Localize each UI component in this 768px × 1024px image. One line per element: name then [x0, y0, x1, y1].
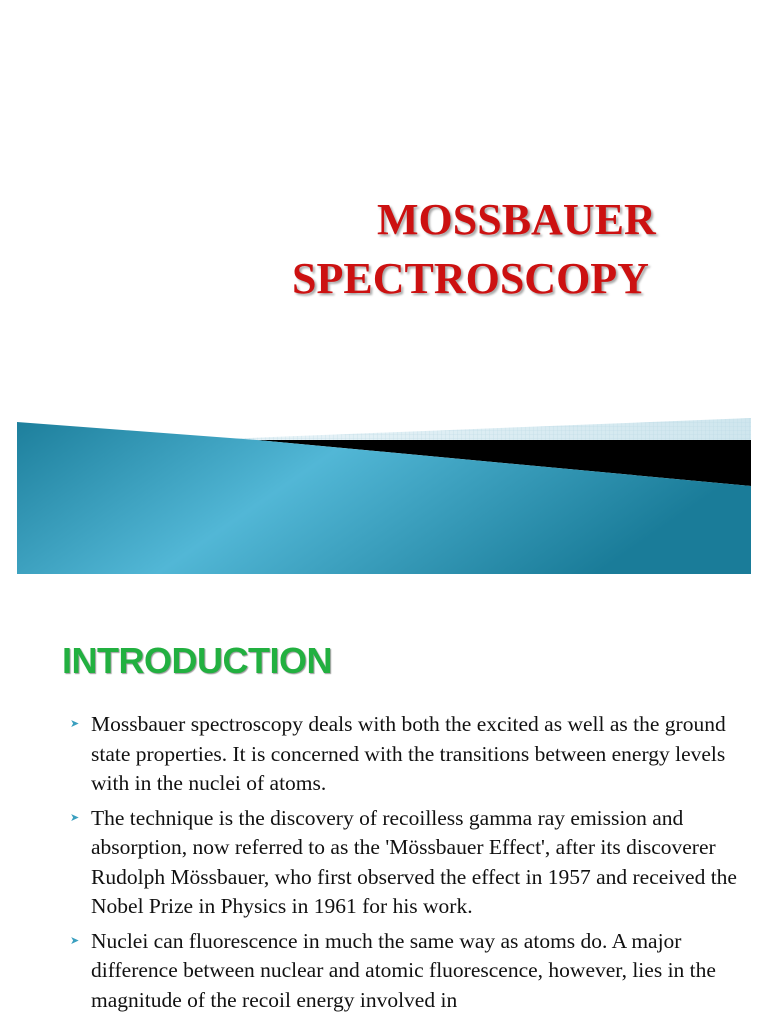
arrow-bullet-icon: ➤ [70, 718, 80, 730]
arrow-bullet-icon: ➤ [70, 811, 80, 824]
list-item [68, 710, 738, 799]
arrow-bullet-icon: ➤ [70, 934, 80, 947]
bullet-text: Nuclei can fluorescence in much the same way as atoms do. A major difference between nuclear and atomic fluorescence, however, lies in the magnitude of the recoil energy involved in [91, 928, 716, 1012]
list-item [68, 927, 738, 1016]
bullet-list [68, 710, 738, 1020]
bullet-text: The technique is the discovery of recoilless gamma ray emission and absorption, now referred to as the 'Mössbauer Effect', after its discoverer Rudolph Mössbauer, who first observed the effect in 1957 and received the Nobel Prize in Physics in 1961 for his work. [91, 805, 737, 918]
title-line-1: MOSSBAUER [377, 195, 656, 244]
section-heading: INTRODUCTION [62, 640, 332, 681]
list-item [68, 804, 738, 922]
title-line-2: SPECTROSCOPY [292, 254, 649, 303]
decorative-banner [17, 418, 751, 574]
bullet-text: Mossbauer spectroscopy deals with both the excited as well as the ground state properties. It is concerned with the transitions between energy levels with in the nuclei of atoms. [91, 712, 726, 795]
